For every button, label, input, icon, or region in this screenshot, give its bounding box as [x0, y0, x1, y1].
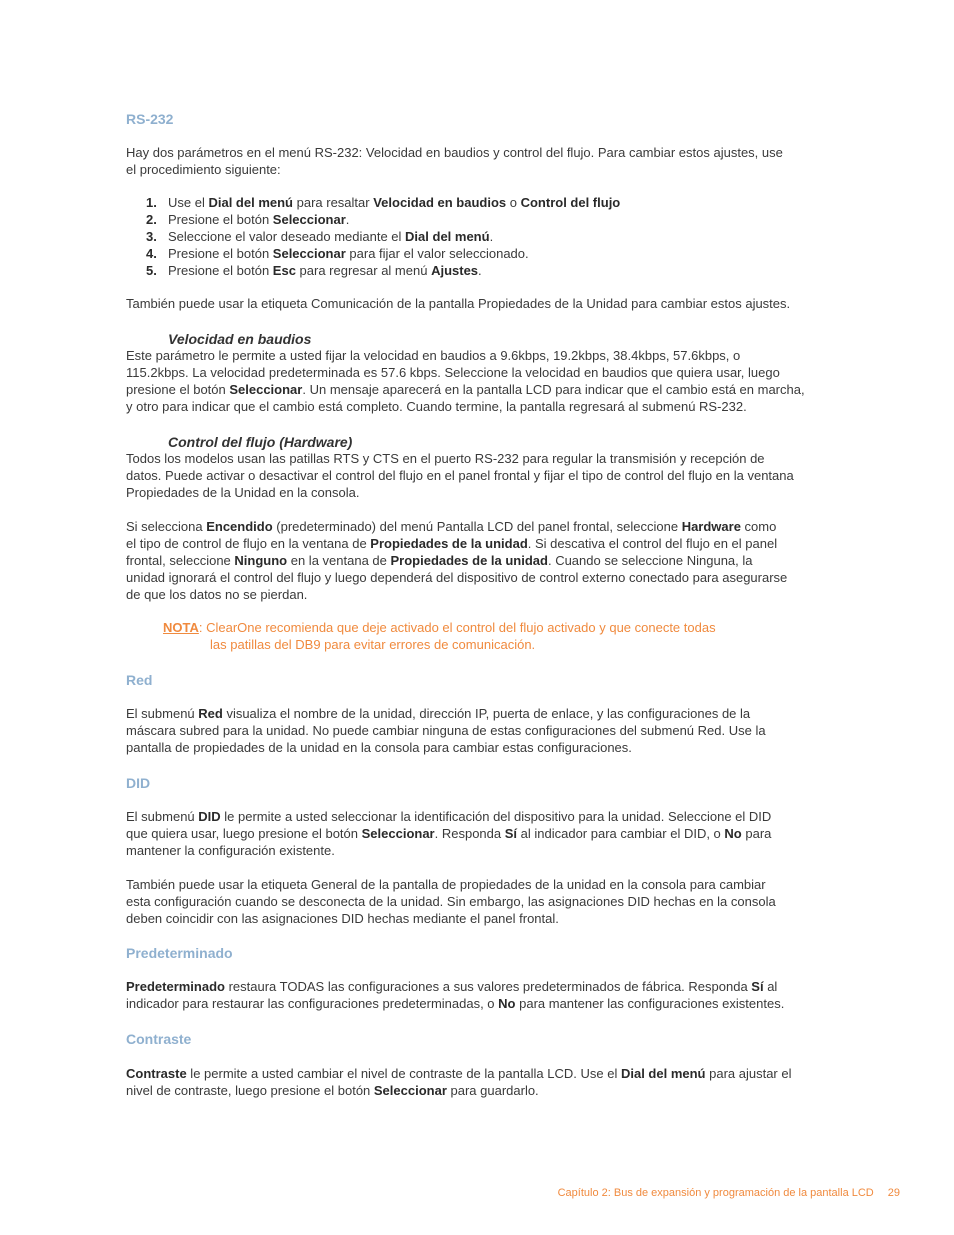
section-heading-contrast: Contraste: [126, 1031, 192, 1047]
step-number: 3.: [146, 229, 157, 244]
bold-span: Sí: [504, 826, 518, 841]
step-text: Presione el botón: [168, 212, 273, 227]
bold-span: Dial del menú: [620, 1066, 706, 1081]
page-footer: [500, 1186, 900, 1200]
bold-span: Red: [198, 706, 223, 721]
text-span: presione el botón: [126, 382, 230, 397]
step-item: [126, 262, 832, 279]
text-span: El submenú: [126, 809, 199, 824]
text-span: el tipo de control de flujo en la ventana de: [126, 536, 371, 551]
text-line: [126, 1065, 832, 1082]
bold-span: Propiedades de la unidad: [390, 553, 548, 568]
text-line: Propiedades de la Unidad en la consola.: [126, 485, 360, 500]
text-span: . Si descativa el control del flujo en el panel: [527, 536, 778, 551]
baud-paragraph: [126, 347, 832, 415]
text-line: el procedimiento siguiente:: [126, 162, 281, 177]
step-text: Seleccione el valor deseado mediante el: [168, 229, 406, 244]
bold-span: Seleccionar: [361, 826, 435, 841]
did-paragraph-1: [126, 808, 832, 859]
text-span: . Responda: [434, 826, 505, 841]
bold-span: Sí: [751, 979, 764, 994]
step-text: Presione el botón: [168, 263, 273, 278]
step-bold: Ajustes: [431, 263, 479, 278]
text-span: visualiza el nombre de la unidad, dirección IP, puerta de enlace, y las configuraciones de la: [222, 706, 751, 721]
text-line: unidad ignorará el control del flujo y luego dependerá del dispositivo de control externo conectado para asegurarse: [126, 570, 788, 585]
rs232-also: También puede usar la etiqueta Comunicación de la pantalla Propiedades de la Unidad para cambiar estos ajustes.: [126, 296, 791, 311]
step-item: [126, 194, 832, 211]
step-bold: Esc: [272, 263, 296, 278]
bold-span: Propiedades de la unidad: [370, 536, 528, 551]
step-bold: Seleccionar: [272, 212, 346, 227]
note-text: : ClearOne recomienda que deje activado el control del flujo activado y que conecte todas: [198, 620, 716, 635]
chapter-title: Capítulo 2: Bus de expansión y programación de la pantalla LCD: [557, 1187, 874, 1199]
text-span: para: [741, 826, 772, 841]
step-text: Presione el botón: [168, 246, 273, 261]
text-line: 115.2kbps. La velocidad predeterminada es 57.6 kbps. Seleccione la velocidad en baudios que quiera usar, luego: [126, 365, 780, 380]
step-item: [126, 228, 832, 245]
text-span: . Un mensaje aparecerá en la pantalla LCD para indicar que el cambio está en marcha,: [302, 382, 805, 397]
note-label: NOTA: [163, 620, 199, 635]
text-span: para ajustar el: [705, 1066, 792, 1081]
step-text: .: [489, 229, 494, 244]
text-line: Hay dos parámetros en el menú RS-232: Velocidad en baudios y control del flujo. Para cambiar estos ajustes, use: [126, 145, 783, 160]
text-line: [126, 978, 832, 995]
text-line: datos. Puede activar o desactivar el control del flujo en el panel frontal y fijar el tipo de control del flujo en la ventana: [126, 468, 794, 483]
text-line: [126, 518, 832, 535]
step-text: Use el: [168, 195, 209, 210]
note-text: las patillas del DB9 para evitar errores de comunicación.: [210, 637, 536, 652]
step-bold: Dial del menú: [405, 229, 490, 244]
text-line: mantener la configuración existente.: [126, 843, 335, 858]
bold-span: No: [724, 826, 742, 841]
contrast-paragraph: [126, 1065, 832, 1099]
section-heading-rs232: RS-232: [126, 111, 174, 127]
subheading-baud-rate: Velocidad en baudios: [168, 331, 312, 347]
text-line: [126, 1082, 832, 1099]
flow-paragraph-1: [126, 450, 832, 501]
step-text: para resaltar: [293, 195, 374, 210]
step-text: .: [478, 263, 482, 278]
text-line: y otro para indicar que el cambio está completo. Cuando termine, la pantalla regresará al submenú RS-232.: [126, 399, 747, 414]
step-bold: Dial del menú: [208, 195, 293, 210]
text-line: deben coincidir con las asignaciones DID hechas mediante el panel frontal.: [126, 911, 559, 926]
text-span: restaura TODAS las configuraciones a sus valores predeterminados de fábrica. Responda: [224, 979, 752, 994]
bold-span: Seleccionar: [373, 1083, 447, 1098]
bold-span: Seleccionar: [229, 382, 303, 397]
note-callout: [163, 619, 763, 653]
text-line: pantalla de propiedades de la unidad en la consola para cambiar estas configuraciones.: [126, 740, 632, 755]
text-span: al: [763, 979, 778, 994]
step-item: [126, 245, 832, 262]
text-span: le permite a usted seleccionar la identificación del dispositivo para la unidad. Seleccione el DID: [220, 809, 772, 824]
step-text: para regresar al menú: [295, 263, 432, 278]
bold-span: Contraste: [126, 1066, 187, 1081]
step-number: 5.: [146, 263, 157, 278]
default-paragraph: [126, 978, 832, 1012]
text-span: para guardarlo.: [446, 1083, 539, 1098]
text-line: También puede usar la etiqueta General de la pantalla de propiedades de la unidad en la consola para cambiar: [126, 877, 766, 892]
did-paragraph-2: [126, 876, 832, 927]
step-bold: Seleccionar: [272, 246, 346, 261]
text-line: [126, 381, 832, 398]
text-line: Este parámetro le permite a usted fijar la velocidad en baudios a 9.6kbps, 19.2kbps, 38.4kbps, 57.6kbps, o: [126, 348, 741, 363]
step-text: .: [345, 212, 350, 227]
text-span: (predeterminado) del menú Pantalla LCD del panel frontal, seleccione: [272, 519, 682, 534]
bold-span: DID: [198, 809, 221, 824]
section-heading-red: Red: [126, 672, 153, 688]
bold-span: Encendido: [206, 519, 273, 534]
text-span: frontal, seleccione: [126, 553, 235, 568]
rs232-intro: [126, 144, 832, 178]
subheading-flow-control: Control del flujo (Hardware): [168, 434, 353, 450]
page-number: 29: [887, 1187, 900, 1199]
text-line: esta configuración cuando se desconecta de la unidad. Sin embargo, las asignaciones DID hechas en la consola: [126, 894, 776, 909]
step-number: 2.: [146, 212, 157, 227]
step-text: para fijar el valor seleccionado.: [345, 246, 529, 261]
text-span: como: [740, 519, 777, 534]
text-span: Si selecciona: [126, 519, 207, 534]
text-span: . Cuando se seleccione Ninguna, la: [547, 553, 753, 568]
text-line: [126, 705, 832, 722]
text-line: [126, 535, 832, 552]
bold-span: No: [498, 996, 516, 1011]
step-number: 4.: [146, 246, 157, 261]
text-line: [126, 995, 832, 1012]
text-span: nivel de contraste, luego presione el botón: [126, 1083, 374, 1098]
text-line: [126, 552, 832, 569]
procedure-steps: [126, 194, 832, 279]
text-span: El submenú: [126, 706, 199, 721]
text-line: Todos los modelos usan las patillas RTS y CTS en el puerto RS-232 para regular la transmisión y recepción de: [126, 451, 765, 466]
text-span: al indicador para cambiar el DID, o: [517, 826, 725, 841]
bold-span: Ninguno: [234, 553, 288, 568]
text-line: máscara subred para la unidad. No puede cambiar ninguna de estas configuraciones del submenú Red. Use la: [126, 723, 766, 738]
red-paragraph: [126, 705, 832, 756]
text-line: de que los datos no se pierdan.: [126, 587, 308, 602]
section-heading-did: DID: [126, 775, 151, 791]
step-item: [126, 211, 832, 228]
text-span: que quiera usar, luego presione el botón: [126, 826, 362, 841]
section-heading-default: Predeterminado: [126, 945, 233, 961]
step-bold: Control del flujo: [520, 195, 621, 210]
text-span: indicador para restaurar las configuraciones predeterminadas, o: [126, 996, 499, 1011]
step-bold: Velocidad en baudios: [373, 195, 507, 210]
text-span: para mantener las configuraciones existentes.: [515, 996, 785, 1011]
flow-paragraph-2: [126, 518, 832, 603]
bold-span: Hardware: [681, 519, 741, 534]
step-text: o: [506, 195, 521, 210]
text-span: en la ventana de: [287, 553, 391, 568]
bold-span: Predeterminado: [126, 979, 225, 994]
step-number: 1.: [146, 195, 157, 210]
text-line: [126, 825, 832, 842]
text-line: [126, 808, 832, 825]
text-span: le permite a usted cambiar el nivel de contraste de la pantalla LCD. Use el: [186, 1066, 621, 1081]
